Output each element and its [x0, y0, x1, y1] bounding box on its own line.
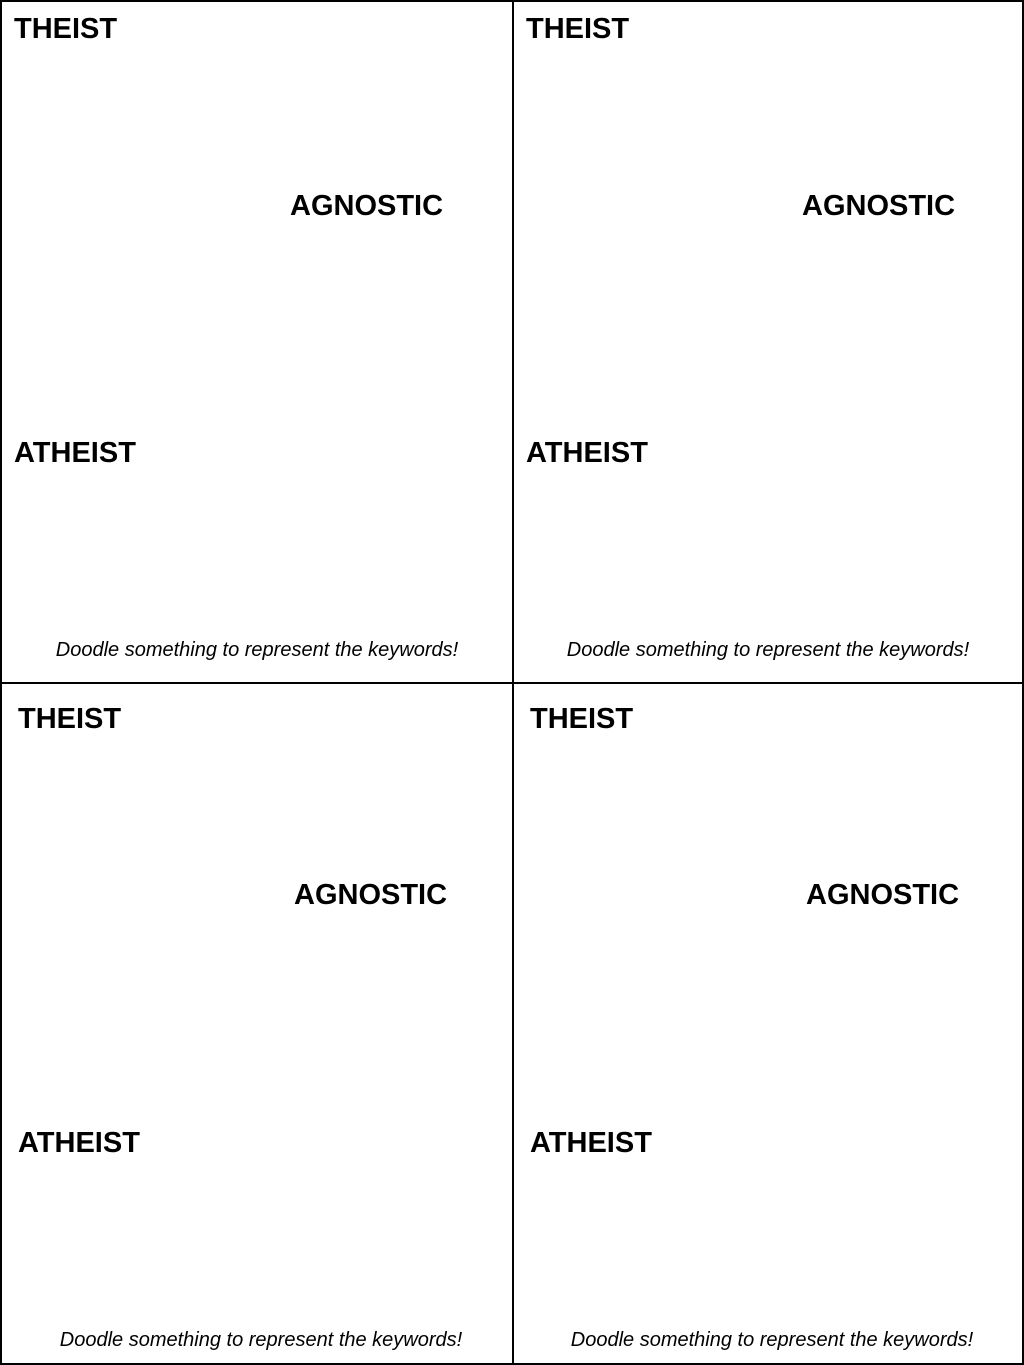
doodle-card-bottom-right	[512, 682, 1024, 1365]
doodle-card-top-left	[0, 0, 514, 684]
keyword-theist: THEIST	[526, 13, 630, 45]
keyword-theist: THEIST	[530, 703, 634, 735]
doodle-instruction: Doodle something to represent the keywords!	[566, 639, 970, 661]
keyword-theist: THEIST	[18, 703, 122, 735]
doodle-card-bottom-left	[0, 682, 514, 1365]
keyword-atheist: ATHEIST	[526, 437, 648, 469]
keyword-atheist: ATHEIST	[14, 437, 136, 469]
keyword-agnostic: AGNOSTIC	[294, 879, 448, 911]
doodle-instruction: Doodle something to represent the keywords!	[55, 639, 459, 661]
doodle-card-top-right	[512, 0, 1024, 684]
keyword-agnostic: AGNOSTIC	[806, 879, 960, 911]
doodle-instruction: Doodle something to represent the keywords!	[570, 1329, 974, 1351]
keyword-theist: THEIST	[14, 13, 118, 45]
keyword-agnostic: AGNOSTIC	[802, 190, 956, 222]
doodle-instruction: Doodle something to represent the keywords!	[59, 1329, 463, 1351]
keyword-atheist: ATHEIST	[530, 1127, 652, 1159]
keyword-agnostic: AGNOSTIC	[290, 190, 444, 222]
keyword-atheist: ATHEIST	[18, 1127, 140, 1159]
